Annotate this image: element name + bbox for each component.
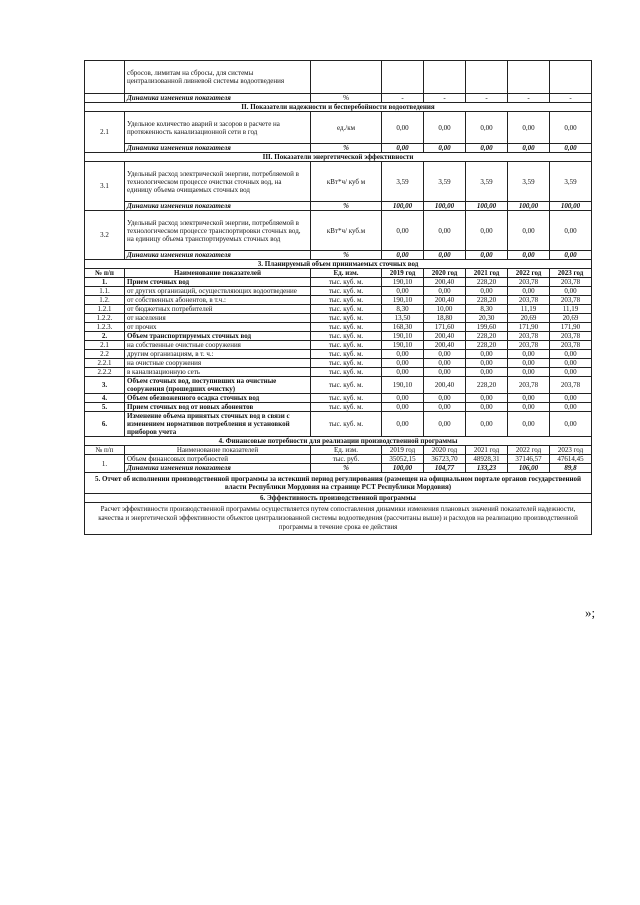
value-cell: 0,00 xyxy=(508,211,550,251)
value-cell: 190,10 xyxy=(382,341,424,350)
column-header: Ед. изм. xyxy=(311,269,382,278)
value-cell: 190,10 xyxy=(382,377,424,394)
row-number: 1. xyxy=(85,278,125,287)
table-row xyxy=(85,305,592,314)
column-header: 2022 год xyxy=(508,446,550,455)
column-header: 2023 год xyxy=(550,269,592,278)
table-row xyxy=(85,464,592,473)
value-cell: 203,78 xyxy=(550,332,592,341)
value-cell: 200,40 xyxy=(424,377,466,394)
value-cell: 200,40 xyxy=(424,332,466,341)
value-cell: 0,00 xyxy=(424,368,466,377)
value-cell: - xyxy=(550,94,592,103)
row-number: 1.2.3. xyxy=(85,323,125,332)
value-cell: 100,00 xyxy=(424,202,466,211)
unit-cell: тыс. куб. м. xyxy=(311,323,382,332)
efficiency-text-row xyxy=(85,503,592,535)
value-cell: 0,00 xyxy=(550,112,592,144)
row-number: 2.1 xyxy=(85,112,125,153)
column-header: 2019 год xyxy=(382,446,424,455)
value-cell: 228,20 xyxy=(466,377,508,394)
value-cell: 0,00 xyxy=(466,403,508,412)
unit-cell: тыс. куб. м. xyxy=(311,394,382,403)
unit-cell: тыс. куб. м. xyxy=(311,305,382,314)
unit-cell: тыс. куб. м. xyxy=(311,278,382,287)
value-cell: 203,78 xyxy=(550,341,592,350)
unit-cell: кВт*ч/ куб м xyxy=(311,162,382,202)
value-cell: 0,00 xyxy=(466,144,508,153)
column-header: № п/п xyxy=(85,446,125,455)
value-cell: 0,00 xyxy=(382,350,424,359)
value-cell: 8,30 xyxy=(466,305,508,314)
value-cell: 200,40 xyxy=(424,278,466,287)
column-header: 2020 год xyxy=(424,269,466,278)
table-row xyxy=(85,94,592,103)
row-name: другим организациям, в т. ч.: xyxy=(125,350,311,359)
row-name: Динамика изменения показателя xyxy=(125,251,311,260)
value-cell: 100,00 xyxy=(508,202,550,211)
section-header: II. Показатели надежности и бесперебойности водоотведения xyxy=(85,103,592,112)
value-cell: 20,69 xyxy=(508,314,550,323)
unit-cell: тыс. куб. м. xyxy=(311,350,382,359)
value-cell: 11,19 xyxy=(550,305,592,314)
row-name: Объем транспортируемых сточных вод xyxy=(125,332,311,341)
column-header: Ед. изм. xyxy=(311,446,382,455)
unit-cell: тыс. куб. м. xyxy=(311,377,382,394)
value-cell: 13,50 xyxy=(382,314,424,323)
table-header-row xyxy=(85,269,592,278)
value-cell: 0,00 xyxy=(382,359,424,368)
value-cell: 0,00 xyxy=(382,251,424,260)
value-cell: 0,00 xyxy=(424,350,466,359)
row-number: 6. xyxy=(85,412,125,437)
row-name: от населения xyxy=(125,314,311,323)
unit-cell: тыс. куб. м. xyxy=(311,296,382,305)
value-cell: 190,10 xyxy=(382,332,424,341)
unit-cell: тыс. куб. м. xyxy=(311,287,382,296)
value-cell: 0,00 xyxy=(508,251,550,260)
unit-cell: ед./км xyxy=(311,112,382,144)
column-header: 2023 год xyxy=(550,446,592,455)
document-page xyxy=(84,60,591,535)
unit-cell: тыс. куб. м. xyxy=(311,403,382,412)
value-cell: 10,00 xyxy=(424,305,466,314)
row-name: Изменение объема принятых сточных вод в связи с изменением нормативов потребления и установкой приборов учета xyxy=(125,412,311,437)
value-cell: 203,78 xyxy=(508,341,550,350)
table-row xyxy=(85,394,592,403)
value-cell: 18,80 xyxy=(424,314,466,323)
row-name: от бюджетных потребителей xyxy=(125,305,311,314)
value-cell: 0,00 xyxy=(424,251,466,260)
table-row xyxy=(85,377,592,394)
row-number: 1.2.1 xyxy=(85,305,125,314)
value-cell: 0,00 xyxy=(466,251,508,260)
value-cell: 20,30 xyxy=(466,314,508,323)
closing-quote: »; xyxy=(585,605,596,620)
value-cell: 0,00 xyxy=(550,287,592,296)
value-cell: 171,60 xyxy=(424,323,466,332)
value-cell: 200,40 xyxy=(424,341,466,350)
value-cell: 228,20 xyxy=(466,341,508,350)
value-cell: 0,00 xyxy=(466,112,508,144)
row-name: сбросов, лимитам на сбросы, для системы централизованной ливневой системы водоотведения xyxy=(125,61,311,94)
value-cell: 133,23 xyxy=(466,464,508,473)
value-cell: 37146,57 xyxy=(508,455,550,464)
value-cell: 171,90 xyxy=(550,323,592,332)
value-cell: 0,00 xyxy=(508,350,550,359)
table-row xyxy=(85,202,592,211)
section-header: 3. Планируемый объем принимаемых сточных вод xyxy=(85,260,592,269)
row-number: 3.1 xyxy=(85,162,125,211)
table-row xyxy=(85,368,592,377)
value-cell: 0,00 xyxy=(424,211,466,251)
row-name: от других организаций, осуществляющих водоотведение xyxy=(125,287,311,296)
column-header: 2021 год xyxy=(466,269,508,278)
row-name: Динамика изменения показателя xyxy=(125,202,311,211)
value-cell: 0,00 xyxy=(550,359,592,368)
row-number: 1.2.2. xyxy=(85,314,125,323)
value-cell: 0,00 xyxy=(382,403,424,412)
value-cell: 0,00 xyxy=(424,403,466,412)
value-cell: 47614,45 xyxy=(550,455,592,464)
value-cell: 100,00 xyxy=(382,464,424,473)
row-name: Динамика изменения показателя xyxy=(125,144,311,153)
value-cell: 203,78 xyxy=(508,278,550,287)
row-name: в канализационную сеть xyxy=(125,368,311,377)
row-name: Динамика изменения показателя xyxy=(125,94,311,103)
value-cell: 0,00 xyxy=(550,394,592,403)
table-row xyxy=(85,412,592,437)
value-cell: 0,00 xyxy=(508,359,550,368)
row-name: Динамика изменения показателя xyxy=(125,464,311,473)
value-cell: 0,00 xyxy=(382,144,424,153)
value-cell: 0,00 xyxy=(508,412,550,437)
table-row xyxy=(85,350,592,359)
value-cell: 0,00 xyxy=(466,287,508,296)
table-row xyxy=(85,403,592,412)
table-row xyxy=(85,296,592,305)
value-cell: 0,00 xyxy=(424,394,466,403)
row-name: от собственных абонентов, в т.ч.: xyxy=(125,296,311,305)
value-cell: 0,00 xyxy=(550,350,592,359)
value-cell: 0,00 xyxy=(382,112,424,144)
value-cell: 3,59 xyxy=(424,162,466,202)
row-name: на собственные очистные сооружения xyxy=(125,341,311,350)
value-cell: 0,00 xyxy=(466,394,508,403)
value-cell: 0,00 xyxy=(382,412,424,437)
section-header: 6. Эффективность производственной программы xyxy=(85,494,592,503)
row-number: 5. xyxy=(85,403,125,412)
row-number: 1.2. xyxy=(85,296,125,305)
unit-cell: тыс. куб. м. xyxy=(311,412,382,437)
row-name: Удельный расход электрической энергии, потребляемой в технологическом процессе очистки сточных вод, на единицу объема очищаемых сточных вод xyxy=(125,162,311,202)
table-row xyxy=(85,332,592,341)
value-cell: 35052,15 xyxy=(382,455,424,464)
row-number: 2. xyxy=(85,332,125,341)
value-cell: 0,00 xyxy=(382,287,424,296)
value-cell: 0,00 xyxy=(424,112,466,144)
row-number: 3. xyxy=(85,377,125,394)
unit-cell: тыс. куб. м. xyxy=(311,314,382,323)
row-name: Удельное количество аварий и засоров в расчете на протяженность канализационной сети в год xyxy=(125,112,311,144)
value-cell: 0,00 xyxy=(550,403,592,412)
unit-cell: % xyxy=(311,144,382,153)
value-cell: 89,8 xyxy=(550,464,592,473)
unit-cell: тыс. куб. м. xyxy=(311,359,382,368)
row-name: Прием сточных вод от новых абонентов xyxy=(125,403,311,412)
value-cell: 0,00 xyxy=(466,359,508,368)
section-header: III. Показатели энергетической эффективности xyxy=(85,153,592,162)
value-cell: 0,00 xyxy=(550,251,592,260)
value-cell: 0,00 xyxy=(466,350,508,359)
row-number: 2.2.2 xyxy=(85,368,125,377)
unit-cell: тыс. куб. м. xyxy=(311,341,382,350)
table-row xyxy=(85,314,592,323)
value-cell: 0,00 xyxy=(508,287,550,296)
unit-cell: тыс. куб. м. xyxy=(311,368,382,377)
table-header-row xyxy=(85,446,592,455)
column-header: Наименование показателей xyxy=(125,269,311,278)
value-cell: - xyxy=(466,94,508,103)
row-name: Удельный расход электрической энергии, потребляемой в технологическом процессе транспортировки сточных вод, на единицу объема транспортируемых сточных вод xyxy=(125,211,311,251)
value-cell: 0,00 xyxy=(424,144,466,153)
value-cell: 0,00 xyxy=(550,368,592,377)
section-header: 4. Финансовые потребности для реализации производственной программы xyxy=(85,437,592,446)
row-number: 2.2 xyxy=(85,350,125,359)
value-cell: 36723,70 xyxy=(424,455,466,464)
value-cell: 0,00 xyxy=(550,144,592,153)
row-name: от прочих xyxy=(125,323,311,332)
value-cell: 0,00 xyxy=(382,394,424,403)
value-cell: 203,78 xyxy=(550,377,592,394)
report-section: 5. Отчет об исполнении производственной программы за истекший период регулирования (размещен на официальном портале органов государственной власти Республики Мордовия на странице РСТ Республики Мордовия) xyxy=(85,473,592,494)
row-number: 1.1. xyxy=(85,287,125,296)
row-name: на очистные сооружения xyxy=(125,359,311,368)
value-cell: 106,00 xyxy=(508,464,550,473)
value-cell: 11,19 xyxy=(508,305,550,314)
column-header: 2019 год xyxy=(382,269,424,278)
financial-needs-table xyxy=(84,436,592,535)
value-cell: 0,00 xyxy=(424,412,466,437)
value-cell: 0,00 xyxy=(508,368,550,377)
indicators-table xyxy=(84,60,592,260)
column-header: Наименование показателей xyxy=(125,446,311,455)
value-cell: 0,00 xyxy=(424,359,466,368)
value-cell: 0,00 xyxy=(382,368,424,377)
column-header: 2022 год xyxy=(508,269,550,278)
unit-cell: % xyxy=(311,94,382,103)
value-cell: 100,00 xyxy=(550,202,592,211)
unit-cell: % xyxy=(311,251,382,260)
table-row xyxy=(85,278,592,287)
table-row xyxy=(85,323,592,332)
row-number: 4. xyxy=(85,394,125,403)
value-cell: - xyxy=(508,94,550,103)
value-cell: 0,00 xyxy=(466,211,508,251)
value-cell: 0,00 xyxy=(424,287,466,296)
value-cell: 0,00 xyxy=(508,394,550,403)
value-cell: 203,78 xyxy=(508,377,550,394)
unit-cell: % xyxy=(311,202,382,211)
unit-cell: % xyxy=(311,464,382,473)
column-header: № п/п xyxy=(85,269,125,278)
row-number: 2.1 xyxy=(85,341,125,350)
value-cell: 203,78 xyxy=(550,278,592,287)
wastewater-volume-table xyxy=(84,259,592,437)
value-cell: 3,59 xyxy=(508,162,550,202)
column-header: 2021 год xyxy=(466,446,508,455)
value-cell: 3,59 xyxy=(550,162,592,202)
value-cell: 203,78 xyxy=(508,296,550,305)
row-number: 2.2.1 xyxy=(85,359,125,368)
value-cell: 203,78 xyxy=(508,332,550,341)
value-cell: 0,00 xyxy=(550,211,592,251)
row-number: 3.2 xyxy=(85,211,125,260)
table-row xyxy=(85,144,592,153)
value-cell: 228,20 xyxy=(466,296,508,305)
value-cell: 203,78 xyxy=(550,296,592,305)
value-cell: 100,00 xyxy=(466,202,508,211)
row-number: 1. xyxy=(85,455,125,473)
value-cell: - xyxy=(424,94,466,103)
value-cell: 0,00 xyxy=(550,412,592,437)
value-cell: 100,00 xyxy=(382,202,424,211)
unit-cell: тыс. куб. м. xyxy=(311,332,382,341)
row-name: Объем обезвоженного осадка сточных вод xyxy=(125,394,311,403)
unit-cell: кВт*ч/ куб.м xyxy=(311,211,382,251)
value-cell: 168,30 xyxy=(382,323,424,332)
efficiency-text: Расчет эффективности производственной программы осуществляется путем сопоставления динамики изменения плановых значений показателей надежности, качества и энергетической эффективности объектов централизованной системы водоотведения (рассчитаны выше) и расходов на реализацию производственной программы в течение срока ее действия xyxy=(85,503,592,535)
value-cell: 3,59 xyxy=(466,162,508,202)
column-header: 2020 год xyxy=(424,446,466,455)
value-cell: 0,00 xyxy=(382,211,424,251)
table-row xyxy=(85,112,592,144)
row-name: Объем сточных вод, поступивших на очистные сооружения (прошедших очистку) xyxy=(125,377,311,394)
value-cell: 0,00 xyxy=(466,368,508,377)
value-cell: 0,00 xyxy=(466,412,508,437)
table-row xyxy=(85,287,592,296)
table-row xyxy=(85,455,592,464)
value-cell: 8,30 xyxy=(382,305,424,314)
table-row xyxy=(85,61,592,94)
value-cell: 228,20 xyxy=(466,332,508,341)
value-cell: 20,69 xyxy=(550,314,592,323)
value-cell: 0,00 xyxy=(508,112,550,144)
value-cell: 171,90 xyxy=(508,323,550,332)
table-row xyxy=(85,359,592,368)
table-row xyxy=(85,341,592,350)
value-cell: - xyxy=(382,94,424,103)
value-cell: 104,77 xyxy=(424,464,466,473)
value-cell: 190,10 xyxy=(382,278,424,287)
value-cell: 228,20 xyxy=(466,278,508,287)
value-cell: 0,00 xyxy=(508,403,550,412)
value-cell: 200,40 xyxy=(424,296,466,305)
row-name: Прием сточных вод xyxy=(125,278,311,287)
table-row xyxy=(85,211,592,251)
unit-cell: тыс. руб. xyxy=(311,455,382,464)
value-cell: 190,10 xyxy=(382,296,424,305)
value-cell: 3,59 xyxy=(382,162,424,202)
value-cell: 0,00 xyxy=(508,144,550,153)
value-cell: 48928,31 xyxy=(466,455,508,464)
row-name: Объем финансовых потребностей xyxy=(125,455,311,464)
table-row xyxy=(85,162,592,202)
value-cell: 199,60 xyxy=(466,323,508,332)
